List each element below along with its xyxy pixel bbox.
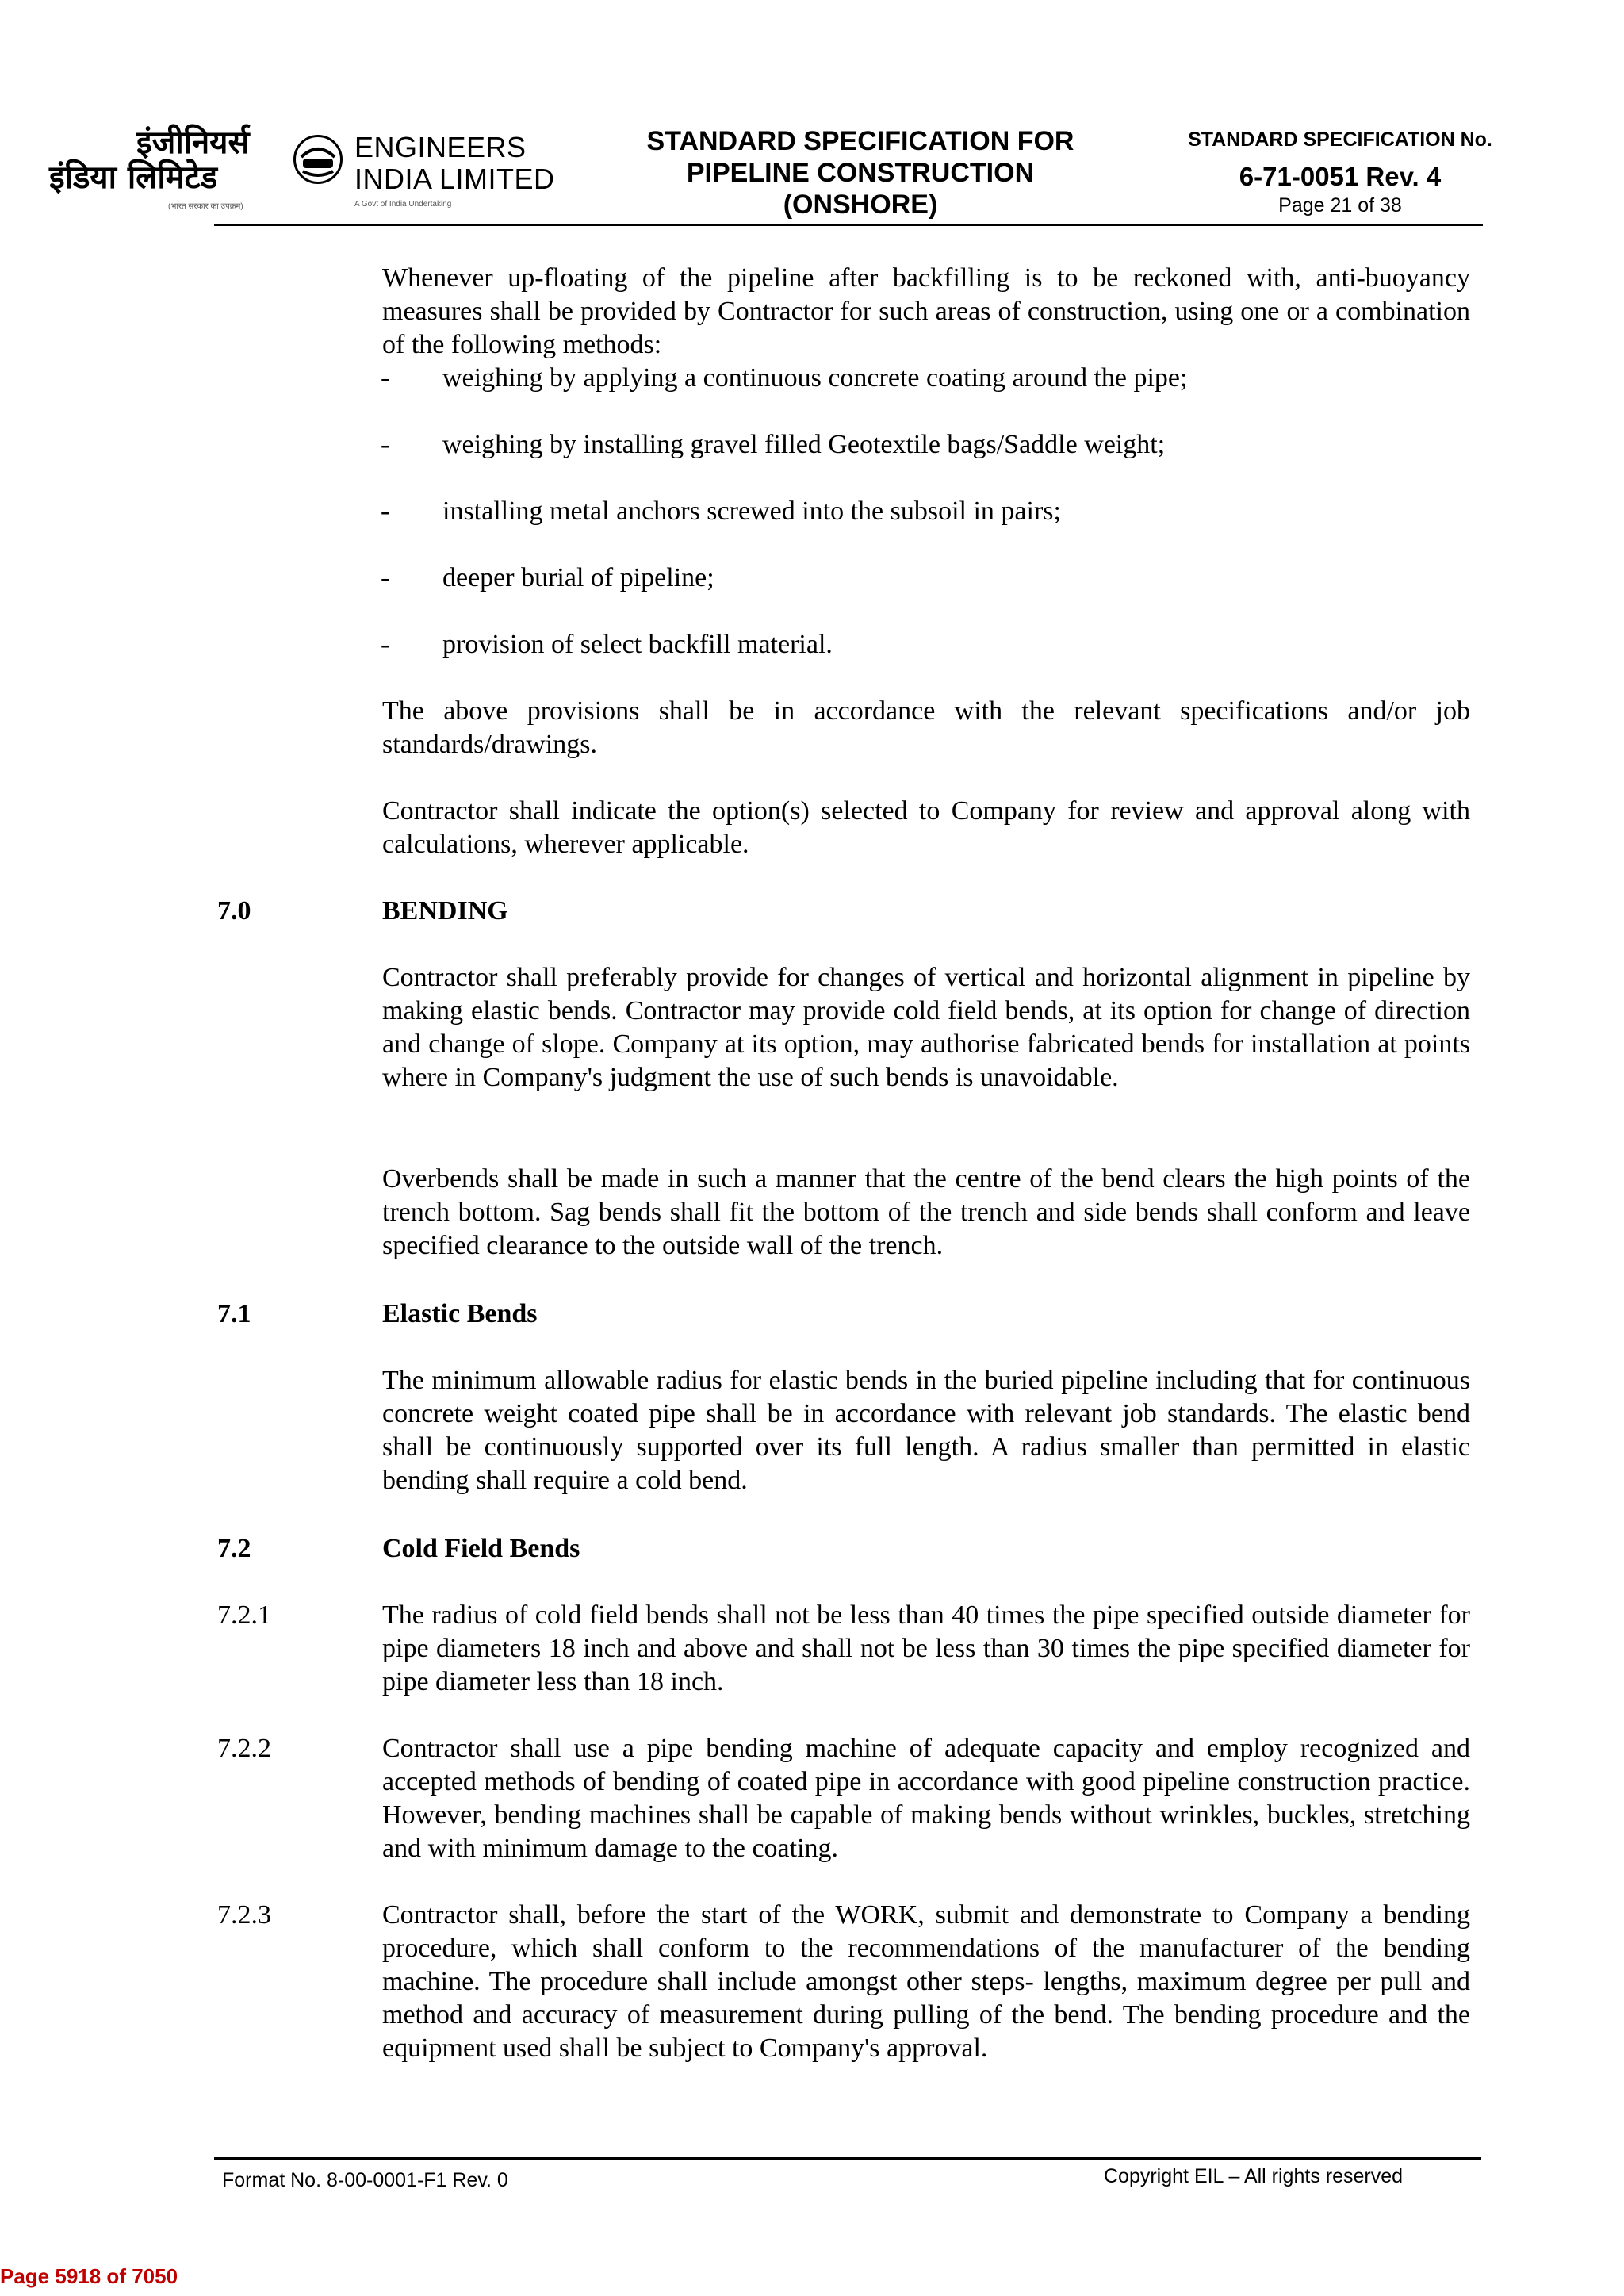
spec-title-line-3: (ONSHORE) bbox=[783, 190, 938, 220]
bullet-marker: - bbox=[381, 630, 390, 659]
clause-number: 7.2.1 bbox=[217, 1600, 271, 1630]
logo-hindi-line-1: इंजीनियर्स bbox=[136, 125, 250, 161]
footer-divider bbox=[214, 2157, 1481, 2160]
section-heading-bending: BENDING bbox=[382, 896, 508, 926]
clause-text: Contractor shall use a pipe bending machine of adequate capacity and employ recognized and accepted methods of bending of coated pipe in accordance with good pipeline construction practice. However, bending machines shall be capable of making bends without wrinkles, buckles, stretching and with minimum damage to the coating. bbox=[382, 1734, 1470, 1863]
logo-english-line-2: INDIA LIMITED bbox=[354, 163, 555, 195]
method-text: installing metal anchors screwed into the subsoil in pairs; bbox=[442, 496, 1061, 526]
scan-page-counter: Page 5918 of 7050 bbox=[0, 2264, 178, 2288]
logo-emblem-icon bbox=[293, 135, 343, 184]
bending-paragraph-2: Overbends shall be made in such a manner that the centre of the bend clears the high points of the trench bottom. Sag bends shall fit the bottom of the trench and side bends shall conform and leave specified clearance to the outside wall of the trench. bbox=[382, 1164, 1470, 1260]
copyright-notice: Copyright EIL – All rights reserved bbox=[1104, 2165, 1404, 2187]
clause-number: 7.2.2 bbox=[217, 1734, 271, 1763]
page-number: Page 21 of 38 bbox=[1278, 194, 1402, 217]
logo-tagline-hindi: (भारत सरकार का उपक्रम) bbox=[168, 202, 243, 211]
intro-paragraph: Whenever up-floating of the pipeline after backfilling is to be reckoned with, anti-buoyancy measures shall be provided by Contractor for such areas of construction, using one or a combination of the following methods: bbox=[382, 263, 1470, 359]
logo-english-line-1: ENGINEERS bbox=[354, 131, 527, 163]
bullet-marker: - bbox=[381, 563, 390, 592]
spec-number-block bbox=[1102, 127, 1578, 217]
page-header bbox=[0, 0, 1624, 238]
section-heading-cold-field-bends: Cold Field Bends bbox=[382, 1534, 580, 1563]
options-paragraph: Contractor shall indicate the option(s) selected to Company for review and approval along with calculations, wherever applicable. bbox=[382, 796, 1470, 859]
logo-tagline-english: A Govt of India Undertaking bbox=[354, 200, 452, 209]
spec-number-value: 6-71-0051 Rev. 4 bbox=[1239, 162, 1442, 191]
clause-text: The radius of cold field bends shall not be less than 40 times the pipe specified outside diameter for pipe diameters 18 inch and above and shall not be less than 30 times the pipe specified diameter for pipe diameter less than 18 inch. bbox=[382, 1600, 1470, 1696]
spec-title-line-1: STANDARD SPECIFICATION FOR bbox=[646, 126, 1074, 156]
method-text: provision of select backfill material. bbox=[442, 630, 833, 659]
spec-title bbox=[634, 125, 1086, 220]
emblem-globe-icon bbox=[298, 140, 338, 179]
method-text: weighing by applying a continuous concrete coating around the pipe; bbox=[442, 363, 1188, 393]
bullet-marker: - bbox=[381, 363, 390, 393]
section-number-7-1: 7.1 bbox=[217, 1299, 251, 1328]
bending-paragraph-1: Contractor shall preferably provide for changes of vertical and horizontal alignment in pipeline by making elastic bends. Contractor may provide cold field bends, at its option for change of direction and change of slope. Company at its option, may authorise fabricated bends for installation at points where in Company's judgment the use of such bends is unavoidable. bbox=[382, 963, 1470, 1092]
spec-number-label: STANDARD SPECIFICATION No. bbox=[1188, 128, 1492, 151]
elastic-bends-paragraph: The minimum allowable radius for elastic bends in the buried pipeline including that for continuous concrete weight coated pipe shall be in accordance with relevant job standards. The elastic bend shall be continuously supported over its full length. A radius smaller than permitted in elastic bending shall require a cold bend. bbox=[382, 1366, 1470, 1495]
format-number: Format No. 8-00-0001-F1 Rev. 0 bbox=[222, 2169, 508, 2191]
bullet-marker: - bbox=[381, 430, 390, 459]
section-number-7-2: 7.2 bbox=[217, 1534, 251, 1563]
method-text: weighing by installing gravel filled Geotextile bags/Saddle weight; bbox=[442, 430, 1166, 459]
method-text: deeper burial of pipeline; bbox=[442, 563, 714, 592]
section-heading-elastic-bends: Elastic Bends bbox=[382, 1299, 538, 1328]
logo-hindi-line-2: इंडिया लिमिटेड bbox=[49, 159, 218, 196]
spec-title-line-2: PIPELINE CONSTRUCTION bbox=[686, 158, 1035, 188]
provisions-paragraph: The above provisions shall be in accordance with the relevant specifications and/or job standards/drawings. bbox=[382, 696, 1470, 759]
company-logo bbox=[49, 125, 604, 224]
header-divider bbox=[214, 224, 1483, 226]
bullet-marker: - bbox=[381, 496, 390, 526]
clause-text: Contractor shall, before the start of the WORK, submit and demonstrate to Company a bending procedure, which shall conform to the recommendations of the manufacturer of the bending machine. The procedure shall include amongst other steps- lengths, maximum degree per pull and method and accuracy of measurement during pulling of the bend. The bending procedure and the equipment used shall be subject to Company's approval. bbox=[382, 1900, 1470, 2063]
section-number-7-0: 7.0 bbox=[217, 896, 251, 926]
clause-number: 7.2.3 bbox=[217, 1900, 271, 1930]
